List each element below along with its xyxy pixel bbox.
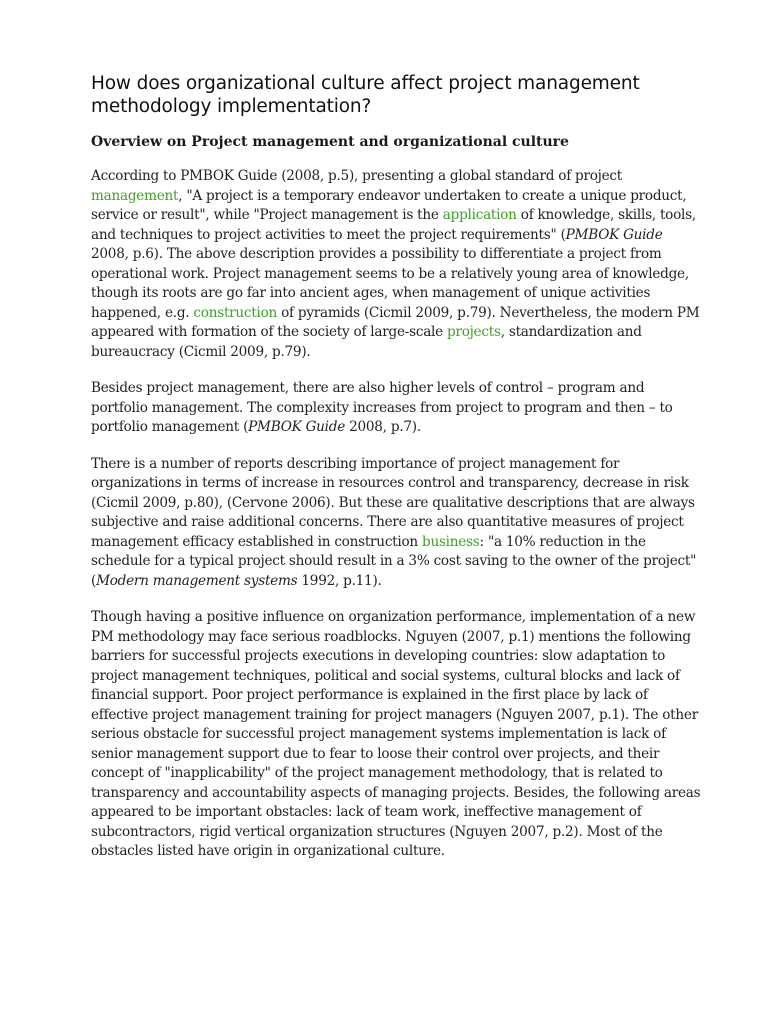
- link-construction[interactable]: construction: [193, 304, 278, 321]
- paragraph-1-text-5: of pyramids (Cicmil 2009, p.79). Nevertheless, the modern PM appeared with formation of the society of large-scale: [91, 304, 700, 340]
- paragraph-2-text-1: Besides project management, there are also higher levels of control – program and portfolio management. The complexity increases from project to program and then – to portfolio management (: [91, 380, 673, 435]
- link-application[interactable]: application: [442, 207, 517, 223]
- paragraph-1-text-6: , standardization and bureaucracy (Cicmil 2009, p.79).: [91, 324, 642, 360]
- paragraph-3-text-3: 1992, p.11).: [297, 572, 382, 589]
- document-page: [91, 72, 701, 879]
- paragraph-3-text-1: There is a number of reports describing importance of project management for organizations in terms of increase in resources control and transparency, decrease in risk (Cicmil 2009, p.80), (Cervone 2006). But these are qualitative descriptions that are always subjective and raise additional concerns. There are also quantitative measures of project management efficacy established in construction: [91, 455, 695, 550]
- paragraph-3-text-2: : "a 10% reduction in the schedule for a typical project should result in a 3% cost saving to the owner of the project" (: [91, 533, 697, 589]
- link-management[interactable]: management: [91, 187, 179, 204]
- paragraph-3: [91, 455, 701, 592]
- paragraph-1-text-2: , "A project is a temporary endeavor undertaken to create a unique product, service or result", while "Project management is the: [91, 187, 687, 223]
- section-heading: Overview on Project management and organizational culture: [91, 134, 569, 150]
- paragraph-2-citation-italic: PMBOK Guide: [248, 419, 346, 435]
- page-title: How does organizational culture affect project management methodology implementation?: [91, 73, 640, 117]
- paragraph-1-text-4: 2008, p.6). The above description provides a possibility to differentiate a project from operational work. Project management seems to be a relatively young area of knowledge, though its roots are go far into ancient ages, when management of unique activities happened, e.g.: [91, 246, 689, 321]
- paragraph-3-citation-italic: Modern management systems: [96, 572, 298, 589]
- paragraph-1-citation-italic: PMBOK Guide: [565, 226, 663, 243]
- paragraph-2-text-2: 2008, p.7).: [345, 419, 421, 435]
- link-business[interactable]: business: [422, 533, 480, 550]
- link-projects[interactable]: projects: [447, 324, 501, 340]
- paragraph-1-text-1: According to PMBOK Guide (2008, p.5), presenting a global standard of project: [91, 168, 623, 184]
- paragraph-1-text-3: of knowledge, skills, tools, and techniques to project activities to meet the project requirements" (: [91, 207, 696, 243]
- paragraph-4: Though having a positive influence on organization performance, implementation of a new PM methodology may face serious roadblocks. Nguyen (2007, p.1) mentions the following barriers for successful projects executions in developing countries: slow adaptation to project management techniques, political and social systems, cultural blocks and lack of financial support. Poor project performance is explained in the first place by lack of effective project management training for project managers (Nguyen 2007, p.1). The other serious obstacle for successful project management systems implementation is lack of senior management support due to fear to loose their control over projects, and their concept of "inapplicability" of the project management methodology, that is related to transparency and accountability aspects of managing projects. Besides, the following areas appeared to be important obstacles: lack of team work, ineffective management of subcontractors, rigid vertical organization structures (Nguyen 2007, p.2). Most of the obstacles listed have origin in organizational culture.: [91, 609, 701, 859]
- paragraph-1: [91, 167, 701, 362]
- paragraph-2: [91, 379, 701, 438]
